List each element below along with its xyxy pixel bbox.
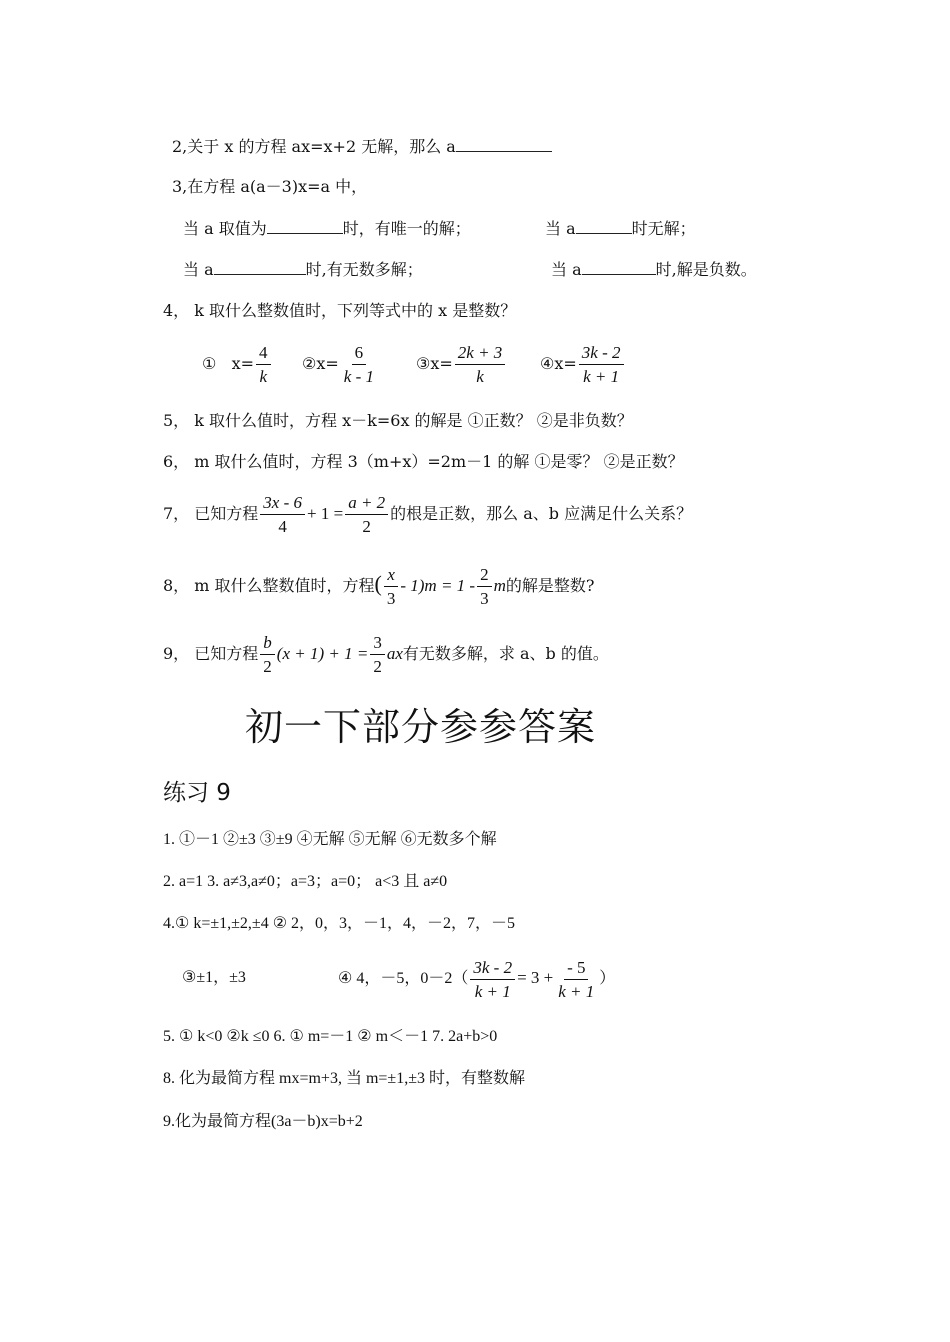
answers-subtitle: 练习 9	[163, 780, 231, 806]
question-9-prefix: 9， 已知方程	[163, 644, 259, 663]
fraction	[477, 565, 492, 608]
question-6-text: 6， m 取什么值时，方程 3（m+x）=2m－1 的解 ①是零？ ②是正数？	[163, 452, 684, 471]
answer-line-4-right	[338, 955, 615, 1002]
question-7	[163, 491, 692, 537]
fraction	[260, 493, 305, 536]
item-marker: ②	[302, 354, 317, 373]
item-prefix: x=	[430, 354, 453, 373]
question-5-text: 5， k 取什么值时，方程 x－k=6x 的解是 ①正数？ ②是非负数？	[163, 411, 633, 430]
answer-line-1: 1. ①－1 ②±3 ③±9 ④无解 ⑤无解 ⑥无数多个解	[163, 831, 497, 848]
question-8	[163, 561, 594, 609]
question-4-item-4	[540, 341, 626, 387]
question-5	[163, 410, 633, 432]
fraction	[470, 958, 515, 1001]
numerator: a + 2	[345, 493, 388, 515]
denominator: k	[259, 367, 268, 386]
denominator: 2	[362, 517, 371, 536]
answer-blank	[456, 135, 552, 152]
variable: m	[493, 576, 506, 595]
denominator: 2	[373, 657, 382, 676]
question-9	[163, 631, 609, 677]
variable: ax	[386, 644, 403, 663]
answer-blank	[576, 217, 632, 234]
question-6	[163, 451, 684, 473]
paren-close: ）	[599, 970, 616, 987]
numerator: 3k - 2	[579, 343, 624, 365]
denominator: 2	[263, 657, 272, 676]
fraction	[455, 343, 506, 386]
fraction	[384, 565, 399, 608]
denominator: k - 1	[343, 367, 374, 386]
answer-line-7: 9.化为最简方程(3a－b)x=b+2	[163, 1113, 363, 1130]
fraction	[579, 343, 624, 386]
denominator: 3	[480, 589, 489, 608]
item-prefix: x=	[316, 354, 339, 373]
question-8-prefix: 8， m 取什么整数值时，方程	[163, 576, 375, 595]
item-prefix: x=	[231, 354, 255, 373]
equation-middle: = 3 +	[517, 968, 554, 987]
question-4-text: 4， k 取什么整数值时，下列等式中的 x 是整数？	[163, 301, 517, 320]
question-7-prefix: 7， 已知方程	[163, 504, 259, 523]
question-3-case-4	[551, 258, 757, 281]
numerator: 2k + 3	[455, 343, 506, 365]
question-4-item-1	[202, 341, 273, 387]
denominator: k + 1	[474, 981, 511, 1001]
answer-line-2: 2. a=1 3. a≠3,a≠0；a=3；a=0； a<3 且 a≠0	[163, 873, 448, 890]
case-text: 时无解；	[631, 219, 696, 238]
case-text: 时,有无数多解；	[305, 260, 423, 279]
answer-line-4-left: ③±1，±3	[182, 969, 246, 986]
denominator: 3	[386, 589, 396, 608]
question-9-suffix: 有无数多解，求 a、b 的值。	[402, 644, 609, 663]
case-label: 当 a	[545, 219, 576, 238]
answer-blank	[582, 258, 656, 275]
question-4-item-3	[416, 341, 507, 387]
equation-middle: - 1)m = 1 -	[400, 576, 476, 595]
answer-4-values: ④ 4，－5，0－2（	[338, 970, 469, 987]
case-label: 当 a 取值为	[183, 219, 267, 238]
item-marker: ①	[202, 354, 217, 373]
denominator: 4	[278, 517, 287, 536]
answer-line-5: 5. ① k<0 ②k ≤0 6. ① m=－1 ② m＜－1 7. 2a+b>0	[163, 1028, 498, 1045]
answer-blank	[267, 217, 343, 234]
numerator: 3x - 6	[260, 493, 305, 515]
answer-line-3: 4.① k=±1,±2,±4 ② 2，0，3，－1，4，－2，7，－5	[163, 915, 516, 932]
numerator: - 5	[564, 958, 588, 980]
question-2-text: 2,关于 x 的方程 ax=x+2 无解，那么 a	[172, 137, 456, 156]
question-3	[172, 176, 367, 198]
item-prefix: x=	[554, 354, 577, 373]
fraction	[345, 493, 388, 536]
question-3-case-2	[545, 217, 696, 240]
case-label: 当 a	[551, 260, 582, 279]
fraction	[555, 958, 597, 1001]
question-8-suffix: 的解是整数?	[505, 576, 595, 595]
question-2	[172, 135, 552, 158]
case-label: 当 a	[183, 260, 214, 279]
numerator: 6	[352, 343, 367, 365]
answers-title: 初一下部分参参答案	[245, 705, 597, 749]
question-7-suffix: 的根是正数，那么 a、b 应满足什么关系？	[390, 504, 693, 523]
denominator: k + 1	[583, 367, 620, 386]
question-4-item-2	[302, 341, 379, 387]
fraction	[260, 633, 275, 676]
numerator: x	[384, 565, 398, 587]
equation-middle: + 1 =	[307, 504, 344, 523]
fraction	[341, 343, 377, 386]
paren-open: (	[374, 571, 382, 596]
denominator: k	[476, 367, 484, 386]
equation-middle: (x + 1) + 1 =	[276, 644, 369, 663]
fraction	[370, 633, 385, 676]
numerator: 4	[256, 343, 271, 365]
answer-blank	[214, 258, 306, 275]
question-3-text: 3,在方程 a(a－3)x=a 中，	[172, 177, 368, 196]
answer-line-6: 8. 化为最简方程 mx=m+3, 当 m=±1,±3 时，有整数解	[163, 1070, 525, 1087]
question-3-case-1	[183, 217, 471, 240]
numerator: 3	[370, 633, 385, 655]
case-text: 时，有唯一的解；	[342, 219, 471, 238]
question-4	[163, 300, 516, 322]
denominator: k + 1	[558, 981, 595, 1001]
item-marker: ③	[416, 354, 431, 373]
numerator: 3k - 2	[470, 958, 515, 980]
numerator: 2	[477, 565, 492, 587]
case-text: 时,解是负数。	[655, 260, 757, 279]
item-marker: ④	[540, 354, 555, 373]
fraction	[256, 343, 271, 386]
numerator: b	[260, 633, 275, 655]
question-3-case-3	[183, 258, 423, 281]
